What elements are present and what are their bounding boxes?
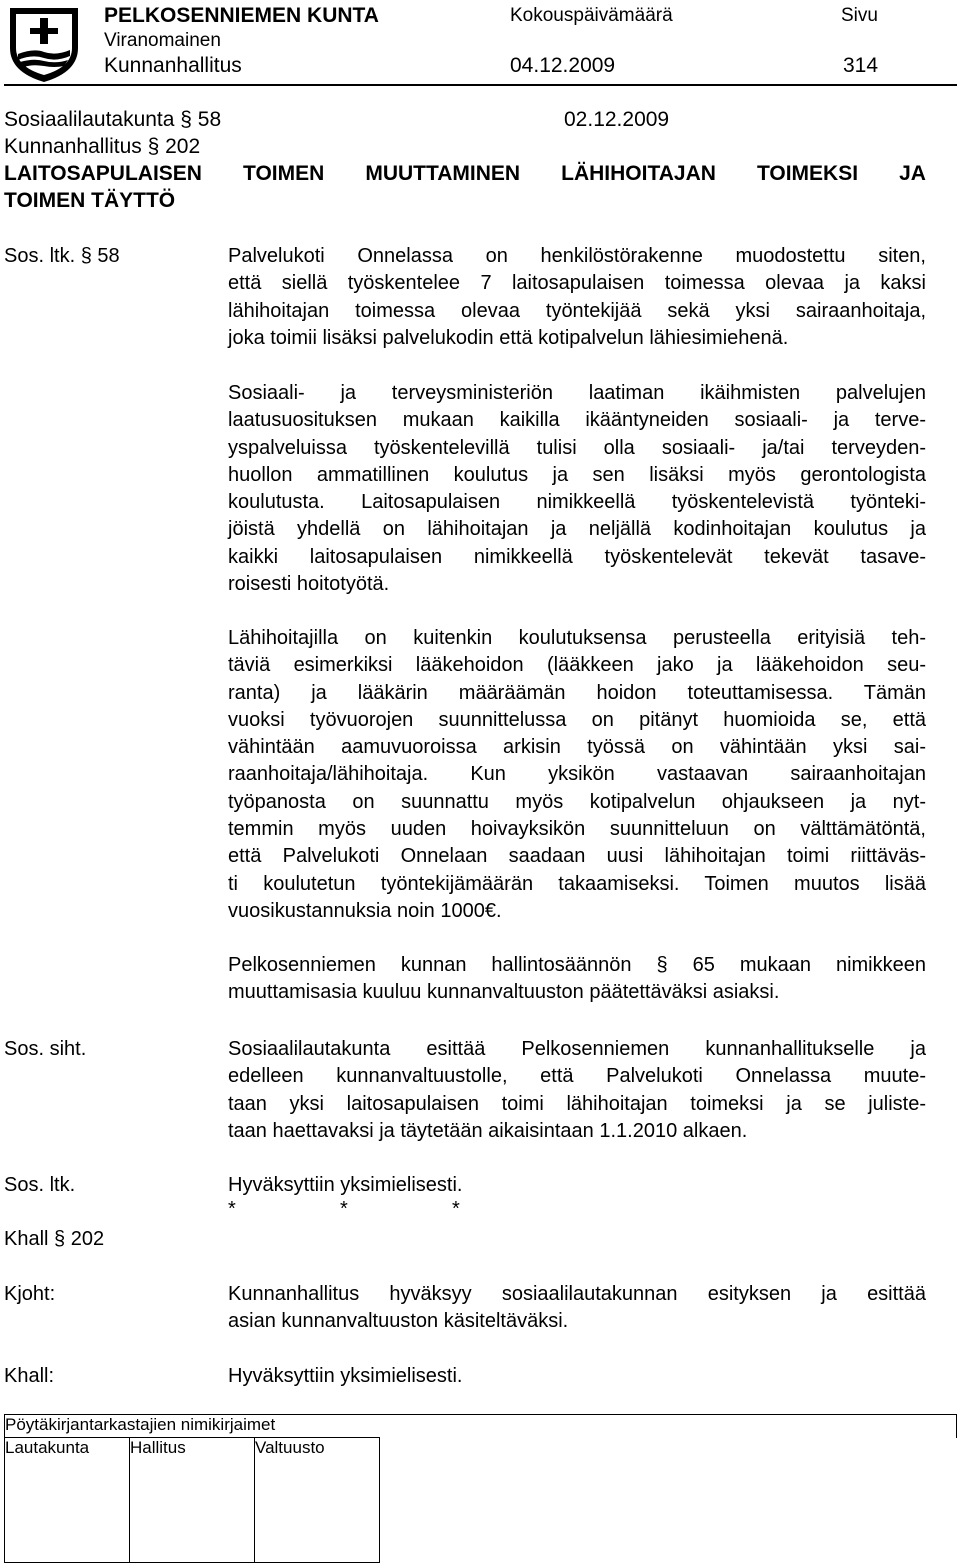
text-line: vähintään aamuvuoroissa arkisin työssä on vähintään yksi sai-: [228, 736, 926, 759]
paragraph-2: [228, 380, 926, 598]
text-line: edelleen kunnanvaltuustolle, että Palvelukoti Onnelassa muute-: [228, 1065, 926, 1088]
separator-star: *: [340, 1198, 348, 1220]
text-line: Lähihoitajilla on kuitenkin koulutuksensa perusteella erityisiä teh-: [228, 627, 926, 649]
reference-line-2: Kunnanhallitus § 202: [4, 135, 201, 158]
municipality-name: PELKOSENNIEMEN KUNTA: [104, 4, 379, 27]
label-sos-siht: Sos. siht.: [4, 1038, 87, 1060]
signature-cell-lautakunta: Lautakunta: [5, 1438, 130, 1563]
label-khall: Khall:: [4, 1365, 55, 1387]
text-line: muuttamisasia kuuluu kunnanvaltuuston päätettäväksi asiaksi.: [228, 981, 780, 1004]
text-line: Sosiaali- ja terveysministeriön laatiman ikäihmisten palvelujen: [228, 382, 926, 404]
kjoht-proposal: [228, 1281, 926, 1336]
label-khall-202: Khall § 202: [4, 1228, 105, 1250]
separator-star: *: [228, 1198, 236, 1220]
text-line: joka toimii lisäksi palvelukodin että kotipalvelun lähiesimiehenä.: [228, 326, 789, 349]
text-line: Sosiaalilautakunta esittää Pelkosenniemen kunnanhallitukselle ja: [228, 1038, 926, 1060]
text-line: koulutusta. Laitosapulaisen nimikkeellä työskentelevistä työnteki-: [228, 491, 926, 514]
reference-date: 02.12.2009: [564, 108, 670, 131]
authority-label: Viranomainen: [104, 30, 221, 51]
text-line: täviä esimerkiksi lääkehoidon (lääkkeen jako ja lääkehoidon seu-: [228, 654, 926, 677]
page-number: 314: [843, 54, 879, 77]
signature-table-spacer: [380, 1438, 957, 1563]
text-line: taan haettavaksi ja täytetään aikaisintaan 1.1.2010 alkaen.: [228, 1119, 748, 1142]
text-line: Pelkosenniemen kunnan hallintosäännön § 65 mukaan nimikkeen: [228, 954, 926, 976]
text-line: temmin myös uuden hoivayksikön suunnitteluun on välttämätöntä,: [228, 818, 926, 841]
paragraph-3: [228, 625, 926, 925]
text-line: vuosikustannuksia noin 1000€.: [228, 899, 502, 922]
label-sos-ltk: Sos. ltk.: [4, 1174, 76, 1196]
text-line: laatusuosituksen mukaan kaikilla ikääntyneiden sosiaali- ja terve-: [228, 409, 926, 432]
decision-1: Hyväksyttiin yksimielisesti.: [228, 1174, 463, 1196]
text-line: asian kunnanvaltuuston käsiteltäväksi.: [228, 1310, 569, 1333]
title-word: TOIMEKSI: [756, 162, 859, 185]
paragraph-5: [228, 1036, 926, 1145]
title-word: LÄHIHOITAJAN: [561, 162, 716, 185]
title-word: JA: [899, 162, 926, 185]
text-line: raanhoitaja/lähihoitaja. Kun yksikön vastaavan sairaanhoitajan: [228, 763, 926, 786]
text-line: Kunnanhallitus hyväksyy sosiaalilautakunnan esityksen ja esittää: [228, 1283, 926, 1305]
reference-line-1: Sosiaalilautakunta § 58: [4, 108, 222, 131]
text-line: lähihoitajan toimessa olevaa työntekijää sekä yksi sairaanhoitaja,: [228, 299, 926, 322]
text-line: vuoksi työvuorojen suunnittelussa on pitänyt huomioida se, että: [228, 708, 926, 731]
separator-star: *: [452, 1198, 460, 1220]
text-line: huollon ammatillinen koulutus ja sen lisäksi myös gerontologista: [228, 463, 926, 486]
paragraph-4: [228, 952, 926, 1007]
text-line: Palvelukoti Onnelassa on henkilöstörakenne muodostettu siten,: [228, 245, 926, 267]
text-line: että Palvelukoti Onnelaan saadaan uusi lähihoitajan toimi riittäväs-: [228, 845, 926, 868]
text-line: kaikki laitosapulaisen nimikkeellä työskentelevät tekevät tasave-: [228, 545, 926, 568]
header-divider: [4, 84, 957, 86]
authority: Kunnanhallitus: [104, 54, 242, 77]
signature-cell-valtuusto: Valtuusto: [255, 1438, 380, 1563]
text-line: ti koulutetun työntekijämäärän takaamiseksi. Toimen muutos lisää: [228, 872, 926, 895]
municipal-crest-logo: [4, 4, 84, 84]
title-word: LAITOSAPULAISEN: [4, 162, 202, 185]
document-title-line-2: TOIMEN TÄYTTÖ: [4, 189, 176, 212]
text-line: jöistä yhdellä on lähihoitajan ja neljällä kodinhoitajan koulutus ja: [228, 518, 926, 541]
signature-table-title: Pöytäkirjantarkastajien nimikirjaimet: [5, 1415, 957, 1438]
label-sos-ltk-58: Sos. ltk. § 58: [4, 245, 120, 267]
date-label: Kokouspäivämäärä: [510, 5, 673, 26]
paragraph-1: [228, 243, 926, 352]
label-kjoht: Kjoht:: [4, 1283, 56, 1305]
document-title: [4, 160, 926, 187]
text-line: että siellä työskentelee 7 laitosapulaisen toimessa olevaa ja kaksi: [228, 272, 926, 295]
signature-cell-hallitus: Hallitus: [130, 1438, 255, 1563]
title-word: TOIMEN: [243, 162, 325, 185]
decision-2: Hyväksyttiin yksimielisesti.: [228, 1365, 463, 1387]
meeting-date: 04.12.2009: [510, 54, 616, 77]
text-line: ranta) ja lääkärin määräämän hoidon toteuttamisessa. Tämän: [228, 681, 926, 704]
title-word: MUUTTAMINEN: [365, 162, 521, 185]
text-line: roisesti hoitotyötä.: [228, 573, 390, 596]
text-line: taan yksi laitosapulaisen toimi lähihoitajan toimeksi ja se juliste-: [228, 1092, 926, 1115]
text-line: yspalveluissa työskentelevillä tulisi olla sosiaali- ja/tai terveyden-: [228, 436, 926, 459]
text-line: työpanosta on suunnattu myös kotipalvelun ohjaukseen ja nyt-: [228, 790, 926, 813]
page-label: Sivu: [841, 5, 878, 26]
